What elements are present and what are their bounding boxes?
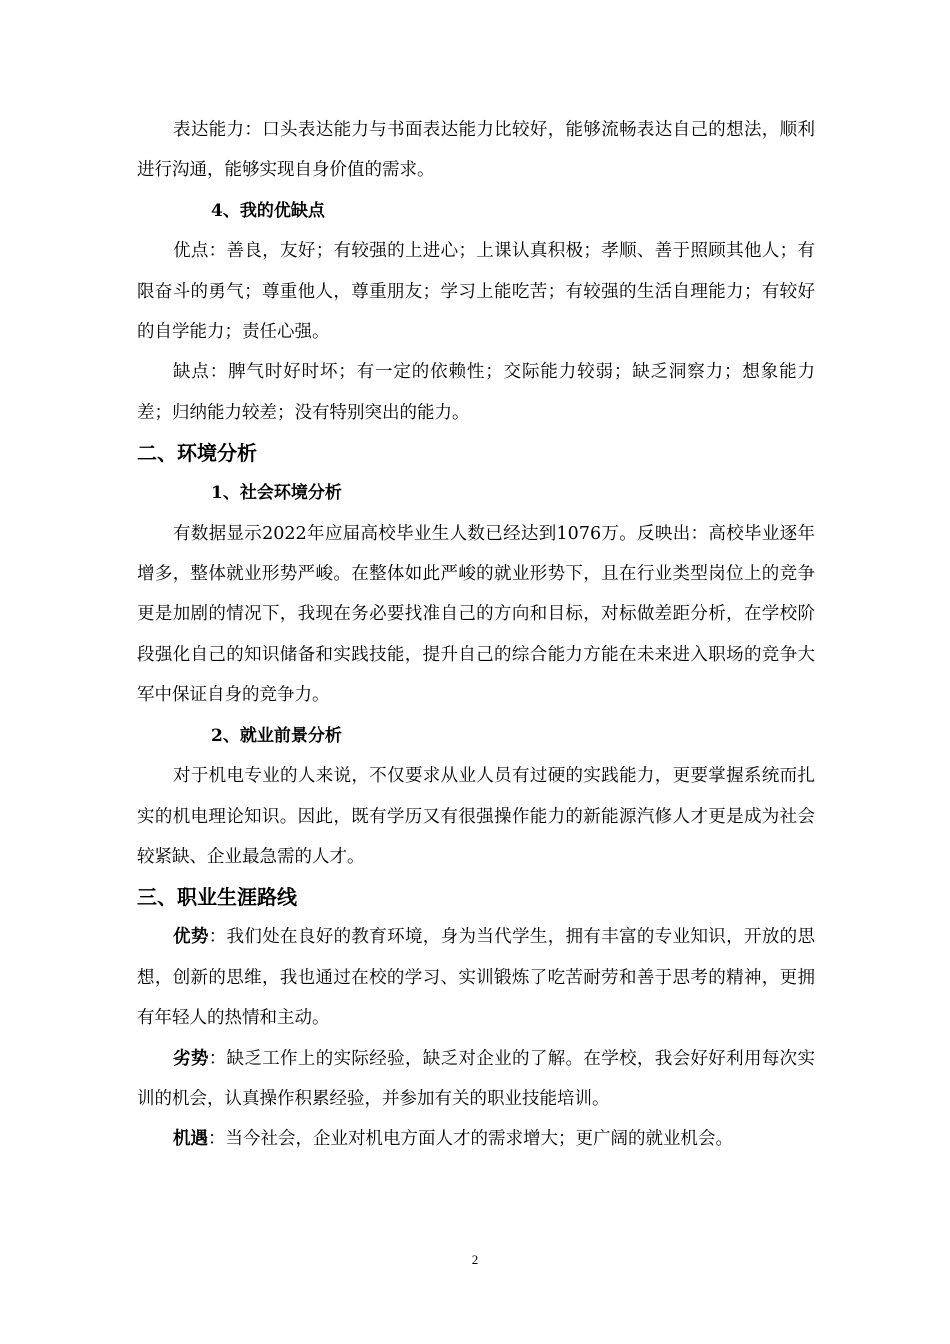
advantage-text: ：我们处在良好的教育环境，身为当代学生，拥有丰富的专业知识，开放的思想，创新的思维，我也通过在校的学习、实训锻炼了吃苦耐劳和善于思考的精神，更拥有年轻人的热情和主动。 (137, 927, 815, 1029)
strengths-paragraph: 优点：善良，友好；有较强的上进心；上课认真积极；孝顺、善于照顾其他人；有限奋斗的勇气；尊重他人，尊重朋友；学习上能吃苦；有较强的生活自理能力；有较好的自学能力；责任心强。 (137, 241, 815, 343)
heading-social-environment: 1、社会环境分析 (211, 483, 342, 504)
disadvantage-label: 劣势 (173, 1048, 209, 1069)
disadvantage-paragraph (137, 1039, 815, 1120)
heading-strengths-weaknesses: 4、我的优缺点 (211, 200, 325, 221)
employment-prospects-paragraph: 对于机电专业的人来说，不仅要求从业人员有过硬的实践能力，更要掌握系统而扎实的机电理论知识。因此，既有学历又有很强操作能力的新能源汽修人才更是成为社会较紧缺、企业最急需的人才。 (137, 766, 815, 867)
page-number: 2 (471, 1252, 479, 1267)
social-environment-paragraph: 有数据显示2022年应届高校毕业生人数已经达到1076万。反映出：高校毕业逐年增多，整体就业形势严峻。在整体如此严峻的就业形势下，且在行业类型岗位上的竞争更是加剧的情况下，我现在务必要找准自己的方向和目标，对标做差距分析，在学校阶段强化自己的知识储备和实践技能，提升自己的综合能力方能在未来进入职场的竞争大军中保证自身的竞争力。 (137, 523, 815, 706)
page-content (137, 110, 815, 1160)
opportunity-label: 机遇 (173, 1129, 208, 1150)
disadvantage-text: ：缺乏工作上的实际经验，缺乏对企业的了解。在学校，我会好好利用每次实训的机会，认真操作积累经验，并参加有关的职业技能培训。 (137, 1048, 815, 1109)
expression-ability-paragraph: 表达能力：口头表达能力与书面表达能力比较好，能够流畅表达自己的想法，顺利进行沟通，能够实现自身价值的需求。 (137, 120, 815, 181)
section-heading-environment: 二、环境分析 (137, 441, 257, 466)
advantage-label: 优势 (173, 927, 209, 948)
opportunity-paragraph (137, 1119, 815, 1159)
section-heading-career-path: 三、职业生涯路线 (137, 885, 297, 910)
heading-employment-prospects: 2、就业前景分析 (211, 725, 342, 746)
opportunity-text: ：当今社会，企业对机电方面人才的需求增大；更广阔的就业机会。 (208, 1129, 733, 1150)
advantage-paragraph (137, 917, 815, 1038)
weaknesses-paragraph: 缺点：脾气时好时坏；有一定的依赖性；交际能力较弱；缺乏洞察力；想象能力差；归纳能力较差；没有特别突出的能力。 (137, 362, 815, 423)
